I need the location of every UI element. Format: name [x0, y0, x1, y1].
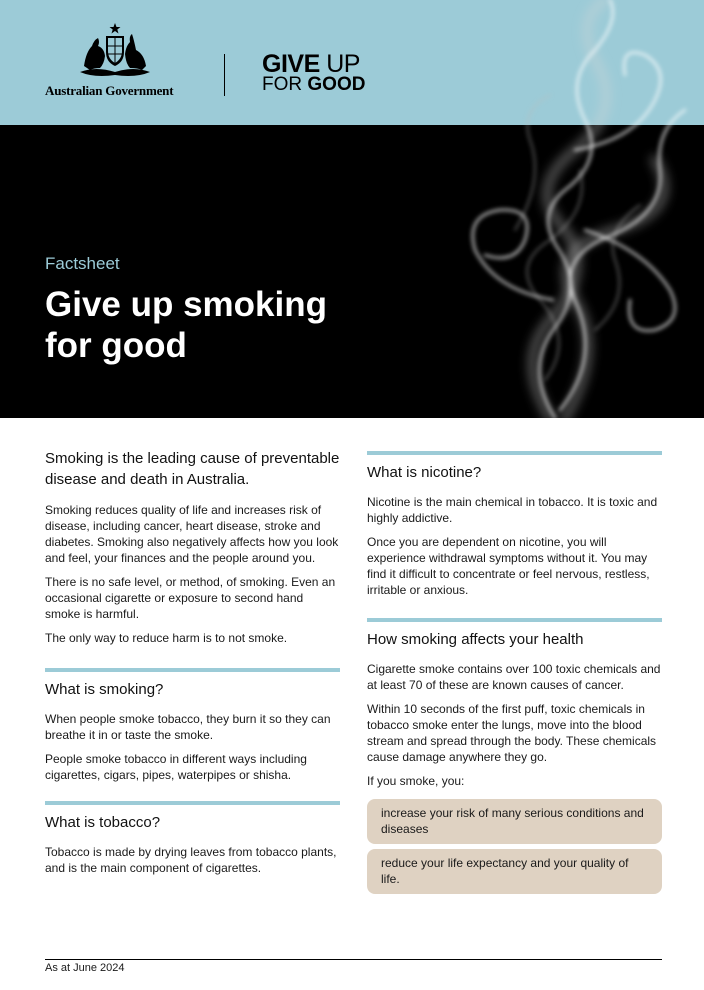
- section-paragraph: If you smoke, you:: [367, 774, 465, 788]
- section-paragraph: Within 10 seconds of the first puff, toxic chemicals in tobacco smoke enter the lungs, move into the blood stream and spread through the body. These chemicals cause damage anywhere they go.: [367, 702, 657, 764]
- health-effect-item: reduce your life expectancy and your quality of life.: [367, 849, 662, 894]
- brand-word-for: FOR: [262, 74, 303, 95]
- footer-rule: [45, 959, 662, 960]
- section-heading: What is nicotine?: [367, 464, 482, 481]
- intro-paragraph: There is no safe level, or method, of smoking. Even an occasional cigarette or exposure to second hand smoke is harmful.: [45, 575, 336, 621]
- section-paragraph: Tobacco is made by drying leaves from tobacco plants, and is the main component of cigarettes.: [45, 845, 337, 875]
- section-paragraph: People smoke tobacco in different ways including cigarettes, cigars, pipes, waterpipes or shisha.: [45, 752, 307, 782]
- section-heading: How smoking affects your health: [367, 631, 584, 648]
- smoke-image: [455, 0, 704, 418]
- government-name: Australian Government: [45, 83, 174, 98]
- section-what-is-tobacco: [45, 801, 340, 876]
- brand-word-up: UP: [326, 50, 360, 78]
- footer-date: As at June 2024: [45, 962, 125, 974]
- section-what-is-smoking: [45, 668, 340, 783]
- factsheet-label: Factsheet: [45, 254, 120, 273]
- header-divider: [224, 54, 225, 96]
- section-paragraph: Cigarette smoke contains over 100 toxic chemicals and at least 70 of these are known causes of cancer.: [367, 662, 661, 692]
- intro-paragraph: Smoking reduces quality of life and increases risk of disease, including cancer, heart disease, stroke and diabetes. Smoking also negatively affects how you look and feel, your finances and the people around you.: [45, 503, 339, 565]
- section-what-is-nicotine: [367, 451, 662, 598]
- section-paragraph: Once you are dependent on nicotine, you will experience withdrawal symptoms without it. You may find it difficult to concentrate or feel nervous, restless, irritable or anxious.: [367, 535, 650, 597]
- brand-word-give: GIVE: [262, 50, 320, 78]
- left-column: [45, 448, 340, 884]
- intro-statement: Smoking is the leading cause of preventable disease and death in Australia.: [45, 450, 340, 488]
- section-paragraph: When people smoke tobacco, they burn it so they can breathe it in or taste the smoke.: [45, 712, 331, 742]
- health-effect-item: increase your risk of many serious conditions and diseases: [367, 799, 662, 844]
- section-heading: What is smoking?: [45, 681, 164, 698]
- page-title: Give up smoking for good: [45, 285, 327, 365]
- give-up-for-good-logo: [262, 50, 366, 95]
- section-paragraph: Nicotine is the main chemical in tobacco. It is toxic and highly addictive.: [367, 495, 658, 525]
- brand-word-good: GOOD: [307, 74, 366, 95]
- coat-of-arms-icon: [76, 22, 154, 78]
- intro-paragraph: The only way to reduce harm is to not smoke.: [45, 631, 288, 645]
- right-column: [367, 451, 662, 899]
- section-heading: What is tobacco?: [45, 814, 161, 831]
- section-health-effects: [367, 618, 662, 894]
